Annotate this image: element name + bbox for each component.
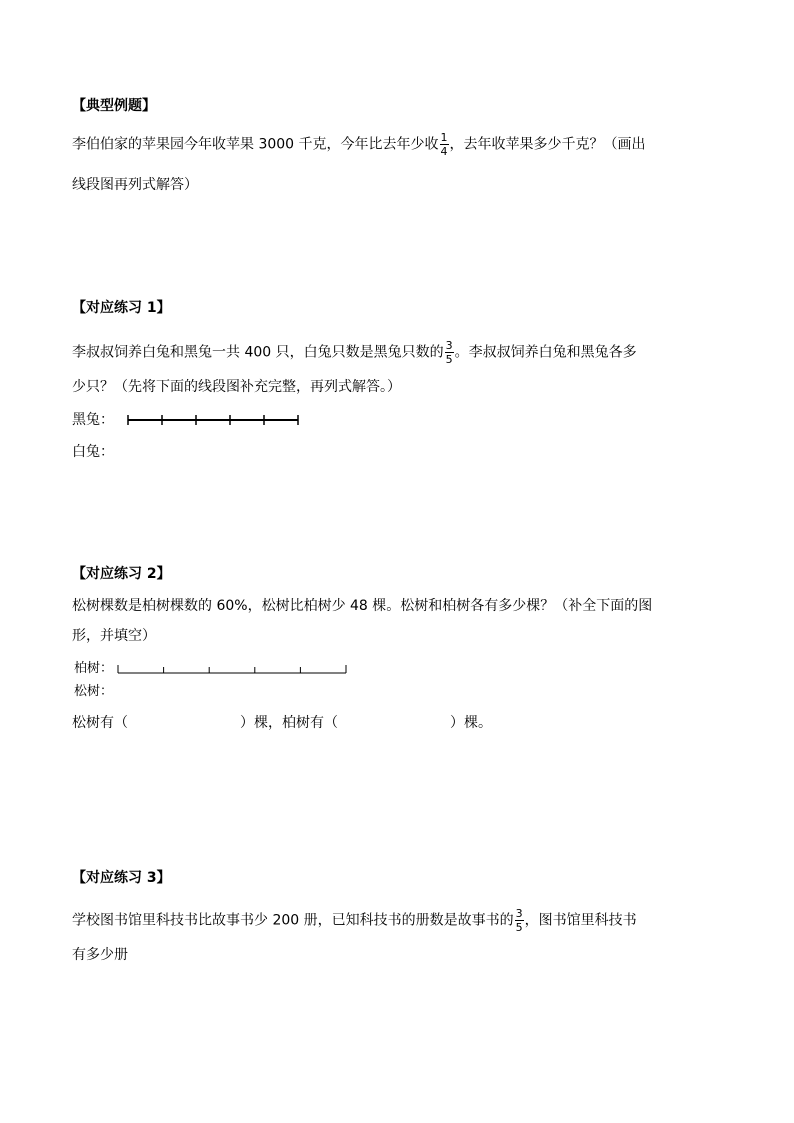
cypress-answer-prefix: ）棵，柏树有（ (240, 715, 338, 731)
practice3-question-line-2: 有多少册 (72, 947, 128, 963)
practice1-text-b: 。李叔叔饲养白兔和黑兔各多 (454, 344, 637, 361)
answer-suffix: ）棵。 (450, 715, 492, 731)
practice3-question-line-1 (72, 908, 637, 933)
example-text-b: ，去年收苹果多少千克？（画出 (449, 136, 646, 153)
example-question-line-2: 线段图再列式解答） (72, 177, 198, 193)
example-heading: 【典型例题】 (72, 98, 156, 114)
pine-label: 松树： (74, 684, 114, 699)
cypress-segment-diagram (116, 662, 350, 676)
practice3-text-b: ，图书馆里科技书 (524, 912, 637, 929)
practice3-heading: 【对应练习 3】 (72, 870, 171, 886)
example-fraction (440, 132, 449, 157)
practice1-fraction (445, 340, 454, 365)
practice3-text-a: 学校图书馆里科技书比故事书少 200 册，已知科技书的册数是故事书的 (72, 912, 514, 929)
fraction-denominator: 5 (445, 353, 453, 366)
example-question-line-1 (72, 132, 646, 157)
fraction-denominator: 4 (440, 145, 448, 158)
fraction-numerator: 1 (440, 131, 448, 144)
pine-answer-prefix: 松树有（ (72, 715, 128, 731)
practice2-question-line-2: 形，并填空） (72, 628, 156, 644)
example-text-a: 李伯伯家的苹果园今年收苹果 3000 千克，今年比去年少收 (72, 136, 439, 153)
practice1-text-a: 李叔叔饲养白兔和黑兔一共 400 只，白兔只数是黑兔只数的 (72, 344, 444, 361)
practice1-question-line-2: 少只？（先将下面的线段图补充完整，再列式解答。） (72, 379, 401, 395)
practice2-heading: 【对应练习 2】 (72, 566, 171, 582)
fraction-denominator: 5 (515, 921, 523, 934)
black-rabbit-label: 黑兔： (72, 412, 114, 428)
practice2-question-line-1: 松树棵数是柏树棵数的 60%，松树比柏树少 48 棵。松树和柏树各有多少棵？（补全下面的图 (72, 598, 653, 614)
fraction-numerator: 3 (445, 339, 453, 352)
white-rabbit-label: 白兔： (72, 444, 114, 460)
cypress-label: 柏树： (74, 661, 114, 676)
black-rabbit-segment-diagram (126, 413, 302, 427)
fraction-numerator: 3 (515, 907, 523, 920)
practice3-fraction (515, 908, 524, 933)
practice2-answer-line (72, 716, 492, 730)
practice1-heading: 【对应练习 1】 (72, 300, 171, 316)
practice1-question-line-1 (72, 340, 637, 365)
